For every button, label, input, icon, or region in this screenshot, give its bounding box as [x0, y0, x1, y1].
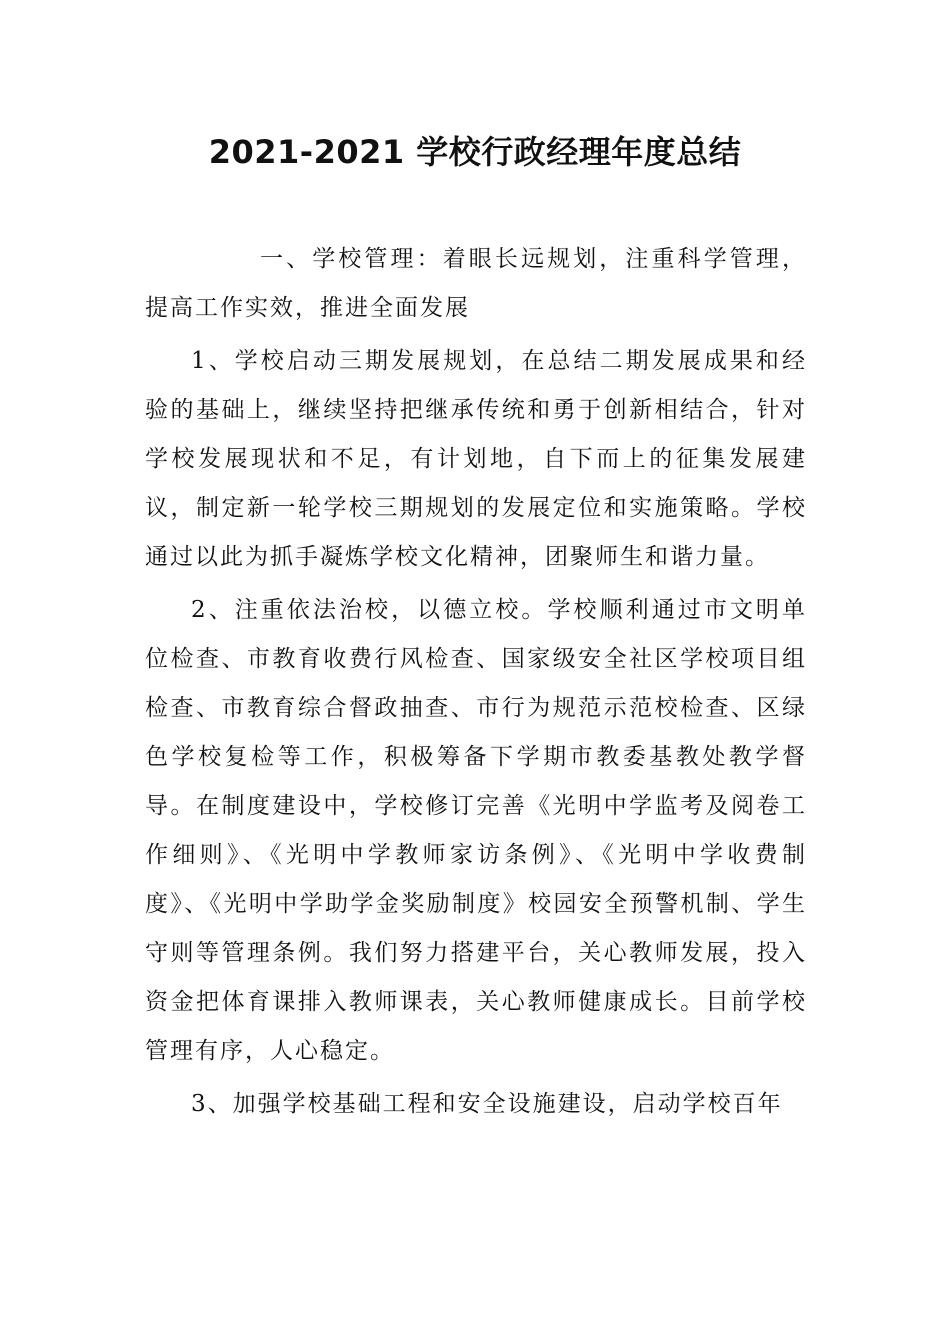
- section-heading: 一、学校管理：着眼长远规划，注重科学管理，提高工作实效，推进全面发展: [145, 246, 807, 321]
- paragraph-2: 2、注重依法治校，以德立校。学校顺利通过市文明单位检查、市教育收费行风检查、国家级安全社区学校项目组检查、市教育综合督政抽查、市行为规范示范校检查、区绿色学校复检等工作，积极筹备下学期市教委基教处教学督导。在制度建设中，学校修订完善《光明中学监考及阅卷工作细则》、《光明中学教师家访条例》、《光明中学收费制度》、《光明中学助学金奖励制度》校园安全预警机制、学生守则等管理条例。我们努力搭建平台，关心教师发展，投入资金把体育课排入教师课表，关心教师健康成长。目前学校管理有序，人心稳定。: [145, 597, 807, 1064]
- document-body: [145, 235, 807, 1133]
- document-title: 2021-2021 学校行政经理年度总结: [208, 133, 742, 171]
- paragraph-1: 1、学校启动三期发展规划，在总结二期发展成果和经验的基础上，继续坚持把继承传统和勇于创新相结合，针对学校发展现状和不足，有计划地，自下而上的征集发展建议，制定新一轮学校三期规划的发展定位和实施策略。学校通过以此为抓手凝炼学校文化精神，团聚师生和谐力量。: [145, 348, 807, 570]
- paragraph-3: 3、加强学校基础工程和安全设施建设，启动学校百年: [191, 1091, 783, 1117]
